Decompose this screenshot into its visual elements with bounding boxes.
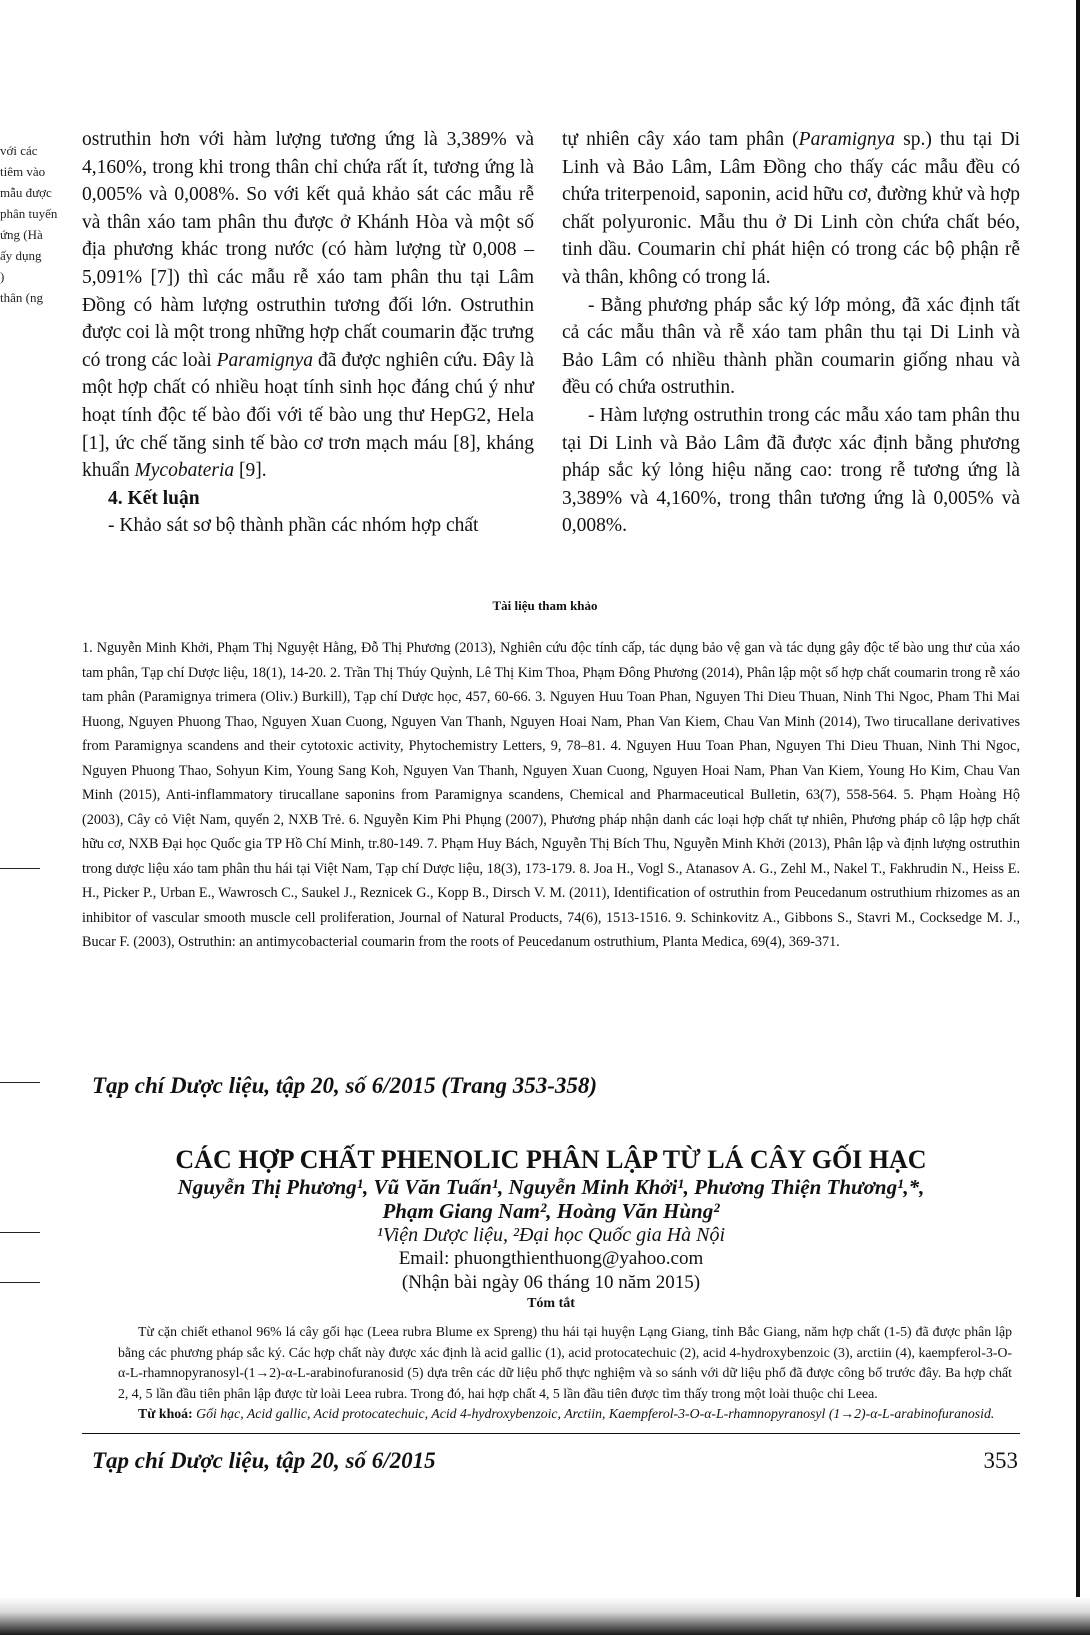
margin-fragment: ) <box>0 269 5 284</box>
page-number: 353 <box>983 1448 1018 1473</box>
margin-rule <box>0 868 40 869</box>
margin-fragment: ứng (Hà <box>0 227 43 242</box>
conclusion-paragraph: tự nhiên cây xáo tam phân (Paramignya sp.) thu tại Di Linh và Bảo Lâm, Lâm Đồng cho thấy các mẫu đều có chứa triterpenoid, saponin, acid hữu cơ, đường khử và hợp chất polyuronic. Mẫu thu ở Di Linh còn chứa chất béo, tinh dầu. Coumarin chỉ phát hiện có trong các bộ phận rễ và thân, không có trong lá. <box>562 129 1021 288</box>
margin-fragment: với các <box>0 143 38 158</box>
conclusion-paragraph: - Bằng phương pháp sắc ký lớp mỏng, đã xác định tất cả các mẫu thân và rễ xáo tam phân thu tại Di Linh và Bảo Lâm có nhiều thành phần coumarin giống nhau và đều có chứa ostruthin. <box>562 294 1020 399</box>
references-list <box>82 636 1020 955</box>
scan-bottom-edge <box>0 1597 1090 1635</box>
margin-fragment: ấy dụng <box>0 248 42 263</box>
abstract <box>118 1322 1012 1425</box>
keywords-label: Từ khoá: <box>138 1406 193 1422</box>
discussion-paragraph: ostruthin hơn với hàm lượng tương ứng là 3,389% và 4,160%, trong khi trong thân chỉ chứa rất ít, tương ứng là 0,005% và 0,008%. So với kết quả khảo sát các mẫu rễ và thân xáo tam phân thu được ở Khánh Hòa và một số địa phương khác trong nước (có hàm lượng từ 0,008 – 5,091% [7]) thì các mẫu rễ xáo tam phân thu tại Lâm Đồng có hàm lượng ostruthin tương đối lớn. Ostruthin được coi là một trong những hợp chất coumarin đặc trưng có trong các loài Paramignya đã được nghiên cứu. Đây là một hợp chất có nhiều hoạt tính sinh học đáng chú ý như hoạt tính độc tế bào đối với tế bào ung thư HepG2, Hela [1], ức chế tăng sinh tế bào cơ trơn mạch máu [8], kháng khuẩn Mycobateria [9]. <box>82 129 535 482</box>
abstract-text: Từ cặn chiết ethanol 96% lá cây gối hạc (Leea rubra Blume ex Spreng) thu hái tại huyện Lạng Giang, tỉnh Bắc Giang, năm hợp chất (1-5) đã được phân lập bằng các phương pháp sắc ký. Các hợp chất này được xác định là acid gallic (1), acid protocatechuic (2), acid 4-hydroxybenzoic (3), arctiin (4), kaempferol-3-O-α-L-rhamnopyranosyl-(1→2)-α-L-arabinofuranosid (5) dựa trên các dữ liệu phổ thực nghiệm và so sánh với dữ liệu phổ đã được công bố trước đây. Ba hợp chất 2, 4, 5 lần đầu tiên phân lập được từ loài Leea rubra. Trong đó, hai hợp chất 4, 5 lần đầu tiên được tìm thấy trong một loài thuộc chi Leea. <box>118 1324 1012 1401</box>
abstract-title: Tóm tắt <box>527 1296 575 1311</box>
article-received-date: (Nhận bài ngày 06 tháng 10 năm 2015) <box>401 1272 701 1293</box>
keywords <box>118 1404 1012 1425</box>
conclusion-paragraph: - Hàm lượng ostruthin trong các mẫu xáo tam phân thu tại Di Linh và Bảo Lâm đã được xác định bằng phương pháp sắc ký lỏng hiệu năng cao: trong rễ tương ứng là 3,389% và 4,160%, trong thân tương ứng là 0,005% và 0,008%. <box>562 404 1020 537</box>
footer-journal: Tạp chí Dược liệu, tập 20, số 6/2015 <box>92 1448 436 1473</box>
left-column <box>82 126 534 540</box>
genus-name: Mycobateria <box>134 460 235 482</box>
article-email: Email: phuongthienthuong@yahoo.com <box>398 1248 704 1269</box>
section-heading: 4. Kết luận <box>108 487 200 509</box>
article-authors: Phạm Giang Nam², Hoàng Văn Hùng² <box>382 1199 720 1223</box>
margin-rule <box>0 1282 40 1283</box>
journal-citation-line: Tạp chí Dược liệu, tập 20, số 6/2015 (Trang 353-358) <box>92 1073 598 1098</box>
margin-rule <box>0 1232 40 1233</box>
margin-fragments <box>0 140 74 308</box>
genus-name: Paramignya <box>216 349 314 371</box>
references-title: Tài liệu tham khảo <box>492 598 598 613</box>
footer-rule <box>82 1433 1020 1434</box>
genus-name: Paramignya <box>798 129 896 150</box>
margin-fragment: mẫu được <box>0 185 52 200</box>
article-header <box>82 1145 1020 1313</box>
conclusion-paragraph: - Khảo sát sơ bộ thành phần các nhóm hợp chất <box>108 515 479 537</box>
margin-fragment: thân (ng <box>0 290 43 305</box>
article-authors: Nguyễn Thị Phương¹, Vũ Văn Tuấn¹, Nguyễn Minh Khởi¹, Phương Thiện Thương¹,*, <box>177 1175 925 1199</box>
margin-fragment: phân tuyến <box>0 206 58 221</box>
keywords-text: Gối hạc, Acid gallic, Acid protocatechuic, Acid 4-hydroxybenzoic, Arctiin, Kaempferol-3-O-α-L-rhamnopyranosyl (1→2)-α-L-arabinofuranosid. <box>196 1406 995 1422</box>
article-affiliations: ¹Viện Dược liệu, ²Đại học Quốc gia Hà Nội <box>376 1224 726 1246</box>
references-text: 1. Nguyễn Minh Khởi, Phạm Thị Nguyệt Hằng, Đỗ Thị Phương (2013), Nghiên cứu độc tính cấp, tác dụng bảo vệ gan và tác dụng gây độc tế bào ung thư của xáo tam phân, Tạp chí Dược liệu, 18(1), 14-20. 2. Trần Thị Thúy Quỳnh, Lê Thị Kim Thoa, Phạm Đông Phương (2014), Phân lập một số hợp chất coumarin trong rễ xáo tam phân (Paramignya trimera (Oliv.) Burkill), Tạp chí Dược học, 457, 60-66. 3. Nguyen Huu Toan Phan, Nguyen Thi Dieu Thuan, Ninh Thi Ngoc, Pham Thi Mai Huong, Nguyen Phuong Thao, Nguyen Xuan Cuong, Nguyen Van Thanh, Nguyen Hoai Nam, Phan Van Kiem, Chau Van Minh (2014), Two tirucallane derivatives from Paramignya scandens and their cytotoxic activity, Phytochemistry Letters, 9, 78–81. 4. Nguyen Huu Toan Phan, Nguyen Thi Dieu Thuan, Ninh Thi Ngoc, Nguyen Phuong Thao, Sohyun Kim, Young Sang Koh, Nguyen Van Thanh, Nguyen Xuan Cuong, Nguyen Hoai Nam, Phan Van Kiem, Young Ho Kim, Chau Van Minh (2015), Anti-inflammatory tirucallane saponins from Paramignya scandens, Chemical and Pharmaceutical Bulletin, 63(7), 558-564. 5. Phạm Hoàng Hộ (2003), Cây cỏ Việt Nam, quyển 2, NXB Trẻ. 6. Nguyễn Kim Phi Phụng (2007), Phương pháp nhận danh các loại hợp chất tự nhiên, Phương pháp cô lập hợp chất hữu cơ, NXB Đại học Quốc gia TP Hồ Chí Minh, tr.80-149. 7. Phạm Huy Bách, Nguyễn Thị Bích Thu, Nguyễn Minh Khởi (2013), Phân lập và định lượng ostruthin trong dược liệu xáo tam phân thu hái tại Việt Nam, Tạp chí Dược liệu, 18(3), 173-179. 8. Joa H., Vogl S., Atanasov A. G., Zehl M., Nakel T., Fakhrudin N., Heiss E. H., Picker P., Urban E., Wawrosch C., Saukel J., Reznicek G., Kopp B., Dirsch V. M. (2011), Identification of ostruthin from Peucedanum ostruthium rhizomes as an inhibitor of vascular smooth muscle cell proliferation, Journal of Natural Products, 74(6), 1513-1516. 9. Schinkovitz A., Gibbons S., Stavri M., Cocksedge M. J., Bucar F. (2003), Ostruthin: an antimycobacterial coumarin from the roots of Peucedanum ostruthium, Planta Medica, 69(4), 369-371. <box>82 640 1020 950</box>
scan-edge <box>1076 0 1080 1635</box>
article-title: CÁC HỢP CHẤT PHENOLIC PHÂN LẬP TỪ LÁ CÂY GỐI HẠC <box>175 1145 927 1174</box>
right-column <box>562 126 1020 540</box>
margin-fragment: tiêm vào <box>0 164 46 179</box>
margin-rule <box>0 1082 40 1083</box>
